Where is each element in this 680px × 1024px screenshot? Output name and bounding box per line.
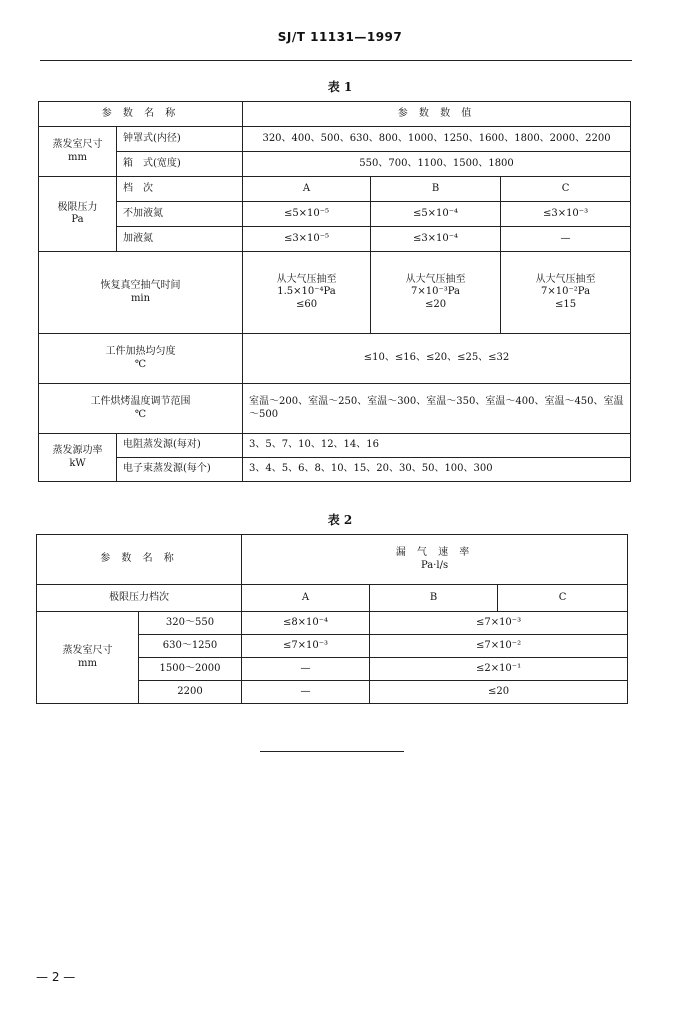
leak-rate-unit: Pa·l/s bbox=[420, 559, 449, 571]
no-ln2-b: ≤5×10⁻⁴ bbox=[371, 202, 501, 227]
page-number: — 2 — bbox=[36, 970, 76, 984]
chamber-size-unit: mm bbox=[68, 151, 87, 163]
size-range: 1500～2000 bbox=[139, 658, 242, 681]
chamber-size-unit-2: mm bbox=[78, 657, 97, 669]
recovery-a-line3: ≤60 bbox=[295, 298, 318, 310]
leak-bc: ≤7×10⁻² bbox=[370, 635, 628, 658]
recovery-b-cell bbox=[371, 252, 501, 334]
bake-range-unit: ℃ bbox=[134, 408, 147, 420]
recovery-time-unit: min bbox=[130, 292, 151, 304]
grade-c: C bbox=[501, 177, 631, 202]
grade-b: B bbox=[371, 177, 501, 202]
recovery-b-line2: 7×10⁻³Pa bbox=[411, 286, 461, 298]
chamber-size-label-2: 蒸发室尺寸 bbox=[62, 645, 113, 656]
table1-header-value: 参 数 数 值 bbox=[243, 102, 631, 127]
recovery-c-line2: 7×10⁻²Pa bbox=[541, 286, 591, 298]
leak-a: — bbox=[242, 681, 370, 704]
header-rule bbox=[40, 60, 632, 61]
recovery-a-line2: 1.5×10⁻⁴Pa bbox=[277, 286, 336, 298]
recovery-a-line1: 从大气压抽至 bbox=[276, 273, 337, 285]
recovery-a-cell bbox=[243, 252, 371, 334]
end-rule bbox=[260, 751, 404, 752]
recovery-b-line3: ≤20 bbox=[424, 298, 447, 310]
grade-a: A bbox=[243, 177, 371, 202]
grade-label-2: 极限压力档次 bbox=[37, 585, 242, 612]
no-ln2-label: 不加液氮 bbox=[117, 202, 243, 227]
chamber-size-cell bbox=[39, 127, 117, 177]
recovery-b-line1: 从大气压抽至 bbox=[405, 273, 466, 285]
ln2-b: ≤3×10⁻⁴ bbox=[371, 227, 501, 252]
leak-a: ≤7×10⁻³ bbox=[242, 635, 370, 658]
size-range: 630～1250 bbox=[139, 635, 242, 658]
bell-jar-label: 钟罩式(内径) bbox=[117, 127, 243, 152]
table2-header-leak bbox=[242, 535, 628, 585]
uniformity-values: ≤10、≤16、≤20、≤25、≤32 bbox=[243, 334, 631, 384]
table2-caption: 表 2 bbox=[327, 513, 353, 527]
uniformity-label: 工件加热均匀度 bbox=[105, 346, 176, 357]
leak-a: ≤8×10⁻⁴ bbox=[242, 612, 370, 635]
ln2-a: ≤3×10⁻⁵ bbox=[243, 227, 371, 252]
chamber-size-label: 蒸发室尺寸 bbox=[52, 139, 103, 150]
bell-jar-values: 320、400、500、630、800、1000、1250、1600、1800、2000、2200 bbox=[243, 127, 631, 152]
leak-bc: ≤20 bbox=[370, 681, 628, 704]
recovery-c-line3: ≤15 bbox=[554, 298, 577, 310]
grade-c-2: C bbox=[498, 585, 628, 612]
size-range: 2200 bbox=[139, 681, 242, 704]
leak-bc: ≤7×10⁻³ bbox=[370, 612, 628, 635]
recovery-c-cell bbox=[501, 252, 631, 334]
uniformity-cell bbox=[39, 334, 243, 384]
power-unit: kW bbox=[69, 457, 86, 469]
ln2-c: — bbox=[501, 227, 631, 252]
table1-header-name: 参 数 名 称 bbox=[39, 102, 243, 127]
recovery-c-line1: 从大气压抽至 bbox=[535, 273, 596, 285]
size-range: 320～550 bbox=[139, 612, 242, 635]
ebeam-source-values: 3、4、5、6、8、10、15、20、30、50、100、300 bbox=[243, 458, 631, 482]
recovery-time-label: 恢复真空抽气时间 bbox=[100, 280, 181, 291]
table1-caption: 表 1 bbox=[327, 80, 353, 94]
leak-a: — bbox=[242, 658, 370, 681]
bake-range-label: 工件烘烤温度调节范围 bbox=[90, 396, 191, 407]
bake-range-values: 室温～200、室温～250、室温～300、室温～350、室温～400、室温～450、室温～500 bbox=[243, 384, 631, 434]
grade-b-2: B bbox=[370, 585, 498, 612]
ebeam-source-label: 电子束蒸发源(每个) bbox=[117, 458, 243, 482]
power-cell bbox=[39, 434, 117, 482]
recovery-time-cell bbox=[39, 252, 243, 334]
table2 bbox=[36, 534, 628, 704]
grade-label: 档 次 bbox=[117, 177, 243, 202]
leak-rate-label: 漏 气 速 率 bbox=[395, 547, 474, 558]
resist-source-values: 3、5、7、10、12、14、16 bbox=[243, 434, 631, 458]
power-label: 蒸发源功率 bbox=[52, 445, 103, 456]
box-type-label: 箱 式(宽度) bbox=[117, 152, 243, 177]
ln2-label: 加液氮 bbox=[117, 227, 243, 252]
table2-header-name: 参 数 名 称 bbox=[37, 535, 242, 585]
standard-header: SJ/T 11131—1997 bbox=[277, 30, 403, 44]
resist-source-label: 电阻蒸发源(每对) bbox=[117, 434, 243, 458]
no-ln2-a: ≤5×10⁻⁵ bbox=[243, 202, 371, 227]
table1 bbox=[38, 101, 631, 482]
no-ln2-c: ≤3×10⁻³ bbox=[501, 202, 631, 227]
ultimate-pressure-cell bbox=[39, 177, 117, 252]
grade-a-2: A bbox=[242, 585, 370, 612]
ultimate-pressure-unit: Pa bbox=[71, 214, 84, 225]
uniformity-unit: ℃ bbox=[134, 358, 147, 370]
bake-range-cell bbox=[39, 384, 243, 434]
leak-bc: ≤2×10⁻¹ bbox=[370, 658, 628, 681]
box-type-values: 550、700、1100、1500、1800 bbox=[243, 152, 631, 177]
chamber-size-cell-2 bbox=[37, 612, 139, 704]
ultimate-pressure-label: 极限压力 bbox=[57, 201, 98, 213]
